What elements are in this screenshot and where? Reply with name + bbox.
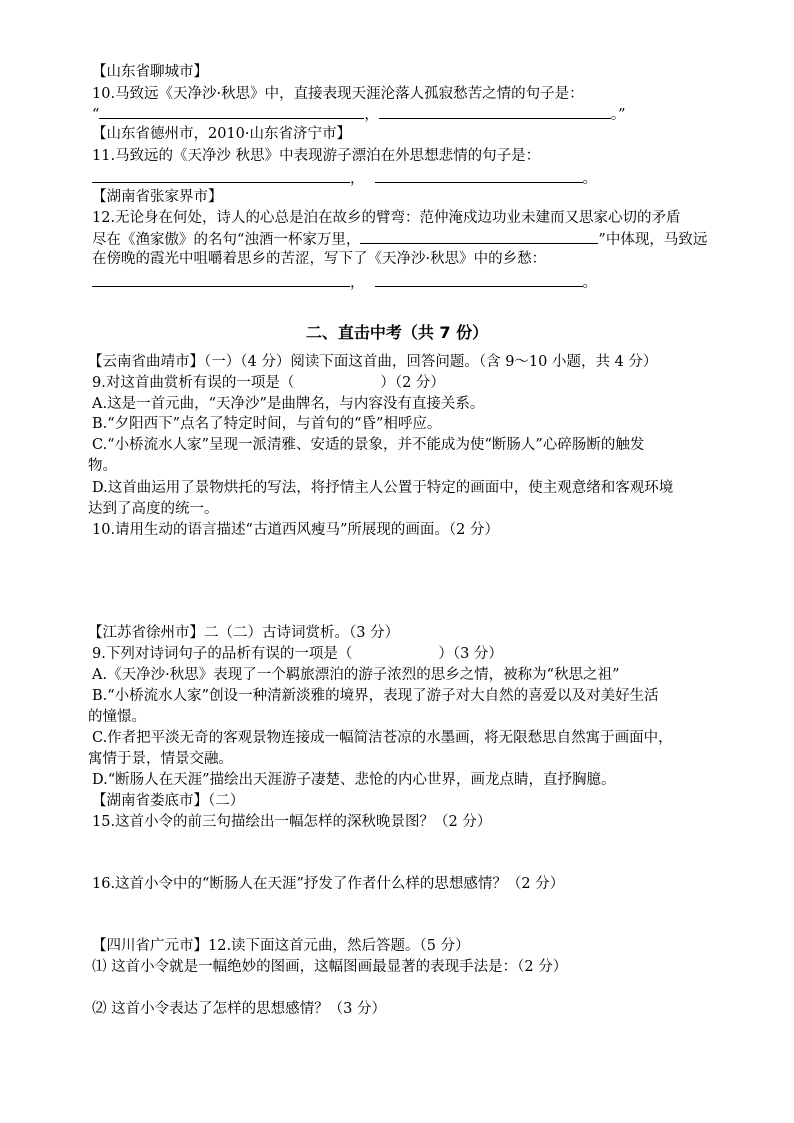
question-10-prompt: 10.马致远《天净沙·秋思》中，直接表现天涯沦落人孤寂愁苦之情的句子是：: [92, 86, 584, 102]
yn-option-d-line2: 达到了高度的统一。: [88, 501, 219, 517]
region-tag-xuzhou: 【江苏省徐州市】二（二）古诗词赏析。（3 分）: [88, 625, 400, 641]
region-tag-liaocheng: 【山东省聊城市】: [92, 64, 208, 80]
comma: ，: [364, 107, 379, 123]
question-10-answer-line: [92, 104, 626, 125]
gy-question-2: ⑵ 这首小令表达了怎样的思想感情？（3 分）: [92, 1001, 386, 1017]
section-title: 二、直击中考（共 7 份）: [305, 323, 489, 342]
comma: ，: [350, 171, 365, 187]
question-11-prompt: 11.马致远的《天净沙 秋思》中表现游子漂泊在外思想悲情的句子是：: [92, 148, 541, 164]
yn-question-9: [92, 373, 445, 393]
question-12-line-2: [92, 229, 707, 250]
yn-option-a: A.这是一首元曲，“天净沙”是曲牌名，与内容没有直接关系。: [92, 396, 485, 412]
close-quote: 。”: [610, 107, 626, 123]
period: 。: [582, 171, 597, 187]
answer-blank-2[interactable]: [375, 168, 583, 183]
yn-q9-text: 9.对这首曲赏析有误的一项是（: [92, 375, 295, 391]
open-quote: “: [92, 107, 100, 123]
yn-q9-score: ）（2 分）: [380, 375, 445, 391]
js-q9-score: ）（3 分）: [438, 646, 503, 662]
q12-text-b: ”中体现，马致远: [598, 232, 708, 248]
yn-option-d-line1: D.这首曲运用了景物烘托的写法，将抒情主人公置于特定的画面中，使主观意绪和客观环境: [92, 480, 674, 496]
answer-blank-1[interactable]: [92, 272, 350, 287]
js-option-a: A.《天净沙·秋思》表现了一个羁旅漂泊的游子浓烈的思乡之情，被称为“秋思之祖”: [92, 667, 620, 683]
question-12-line-1: 12.无论身在何处，诗人的心总是泊在故乡的臂弯：范仲淹戍边功业未建而又思家心切的矛盾: [92, 210, 681, 226]
answer-blank-2[interactable]: [375, 272, 583, 287]
js-q9-text: 9.下列对诗词句子的品析有误的一项是（: [92, 646, 353, 662]
yn-question-10: 10.请用生动的语言描述“古道西风瘦马”所展现的画面。（2 分）: [92, 522, 499, 538]
js-question-9: [92, 644, 503, 664]
gy-question-1: ⑴ 这首小令就是一幅绝妙的图画，这幅图画最显著的表现手法是：（2 分）: [92, 959, 568, 975]
period: 。: [582, 275, 597, 291]
answer-blank-2[interactable]: [379, 104, 611, 119]
ld-question-15: 15.这首小令的前三句描绘出一幅怎样的深秋晚景图？（2 分）: [92, 814, 492, 830]
question-11-answer-line: [92, 168, 597, 189]
js-option-c-line1: C.作者把平淡无奇的客观景物连接成一幅简洁苍凉的水墨画，将无限愁思自然寓于画面中，: [92, 730, 673, 746]
yn-option-c-line2: 物。: [88, 458, 117, 474]
answer-blank-1[interactable]: [92, 168, 350, 183]
question-12-line-3: 在傍晚的霞光中咀嚼着思乡的苦涩，写下了《天净沙·秋思》中的乡愁：: [92, 251, 547, 267]
region-tag-loudi: 【湖南省娄底市】（二）: [92, 793, 245, 809]
region-tag-dezhou: 【山东省德州市，2010·山东省济宁市】: [92, 126, 352, 142]
answer-blank-1[interactable]: [99, 104, 364, 119]
region-tag-qujing: 【云南省曲靖市】（一）（4 分）阅读下面这首曲，回答问题。（含 9～10 小题，共 4 分）: [88, 354, 658, 370]
yn-option-c-line1: C.“小桥流水人家”呈现一派清雅、安适的景象，并不能成为使“断肠人”心碎肠断的触发: [92, 437, 645, 453]
ld-question-16: 16.这首小令中的“断肠人在天涯”抒发了作者什么样的思想感情？（2 分）: [92, 876, 565, 892]
js-option-c-line2: 寓情于景，情景交融。: [88, 751, 233, 767]
yn-option-b: B.“夕阳西下”点名了特定时间，与首句的“昏”相呼应。: [92, 416, 442, 432]
comma: ，: [350, 275, 365, 291]
region-tag-zhangjiajie: 【湖南省张家界市】: [92, 189, 223, 205]
js-option-b-line1: B.“小桥流水人家”创设一种清新淡雅的境界，表现了游子对大自然的喜爱以及对美好生活: [92, 688, 659, 704]
q12-text-a: 尽在《渔家傲》的名句“浊酒一杯家万里，: [92, 232, 361, 248]
js-option-d: D.“断肠人在天涯”描绘出天涯游子凄楚、悲怆的内心世界，画龙点睛，直抒胸臆。: [92, 772, 616, 788]
answer-blank-fan[interactable]: [360, 229, 598, 244]
js-option-b-line2: 的憧憬。: [88, 709, 146, 725]
question-12-answer-line: [92, 272, 597, 293]
region-tag-guangyuan: 【四川省广元市】12.读下面这首元曲，然后答题。（5 分）: [92, 938, 470, 954]
